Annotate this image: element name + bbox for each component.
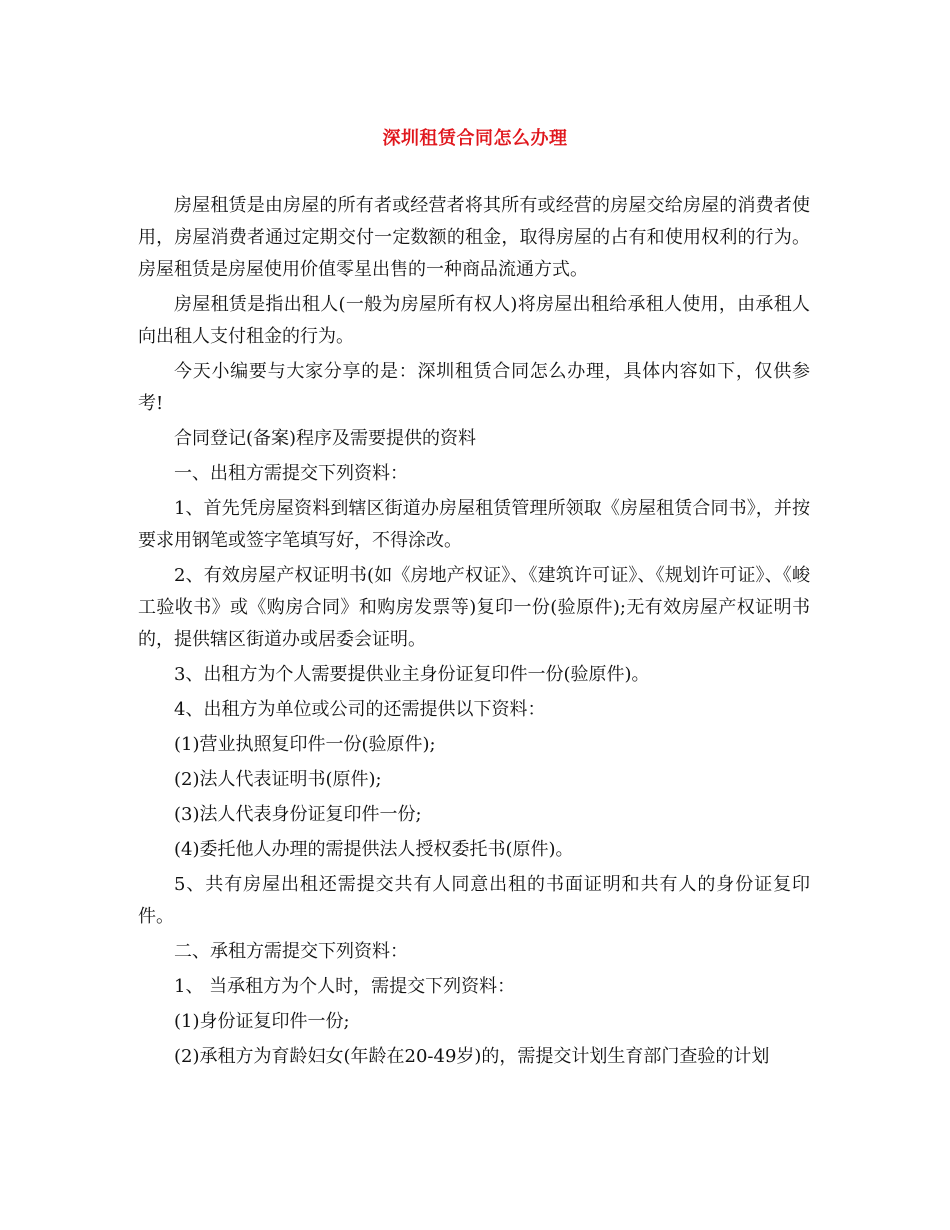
paragraph: 房屋租赁是指出租人(一般为房屋所有权人)将房屋出租给承租人使用，由承租人向出租人支付租金的行为。 xyxy=(138,294,810,347)
paragraph: (1)身份证复印件一份; xyxy=(174,1011,350,1032)
paragraph: (3)法人代表身份证复印件一份; xyxy=(174,804,422,825)
paragraph: 3、出租方为个人需要提供业主身份证复印件一份(验原件)。 xyxy=(174,664,650,685)
document-body xyxy=(138,190,810,1076)
paragraph: 房屋租赁是由房屋的所有者或经营者将其所有或经营的房屋交给房屋的消费者使用，房屋消费者通过定期交付一定数额的租金，取得房屋的占有和使用权利的行为。房屋租赁是房屋使用价值零星出售的一种商品流通方式。 xyxy=(138,195,810,280)
paragraph: 4、出租方为单位或公司的还需提供以下资料： xyxy=(174,699,546,720)
paragraph: (2)承租方为育龄妇女(年龄在20-49岁)的，需提交计划生育部门查验的计划 xyxy=(174,1046,770,1067)
paragraph: 一、出租方需提交下列资料： xyxy=(174,463,408,484)
paragraph: 今天小编要与大家分享的是：深圳租赁合同怎么办理，具体内容如下，仅供参考! xyxy=(138,361,810,414)
paragraph: (1)营业执照复印件一份(验原件); xyxy=(174,734,436,755)
paragraph: 1、首先凭房屋资料到辖区街道办房屋租赁管理所领取《房屋租赁合同书》，并按要求用钢笔或签字笔填写好，不得涂改。 xyxy=(138,498,810,551)
paragraph: (2)法人代表证明书(原件); xyxy=(174,769,382,790)
paragraph: 二、承租方需提交下列资料： xyxy=(174,941,408,962)
paragraph: 合同登记(备案)程序及需要提供的资料 xyxy=(174,428,477,449)
document-title: 深圳租赁合同怎么办理 xyxy=(382,128,568,149)
paragraph: 1、 当承租方为个人时，需提交下列资料： xyxy=(174,976,516,997)
paragraph: 2、有效房屋产权证明书(如《房地产权证》、《建筑许可证》、《规划许可证》、《峻工验收书》或《购房合同》和购房发票等)复印一份(验原件);无有效房屋产权证明书的，提供辖区街道办或居委会证明。 xyxy=(138,565,810,650)
paragraph: (4)委托他人办理的需提供法人授权委托书(原件)。 xyxy=(174,839,574,860)
paragraph: 5、共有房屋出租还需提交共有人同意出租的书面证明和共有人的身份证复印件。 xyxy=(138,874,810,927)
